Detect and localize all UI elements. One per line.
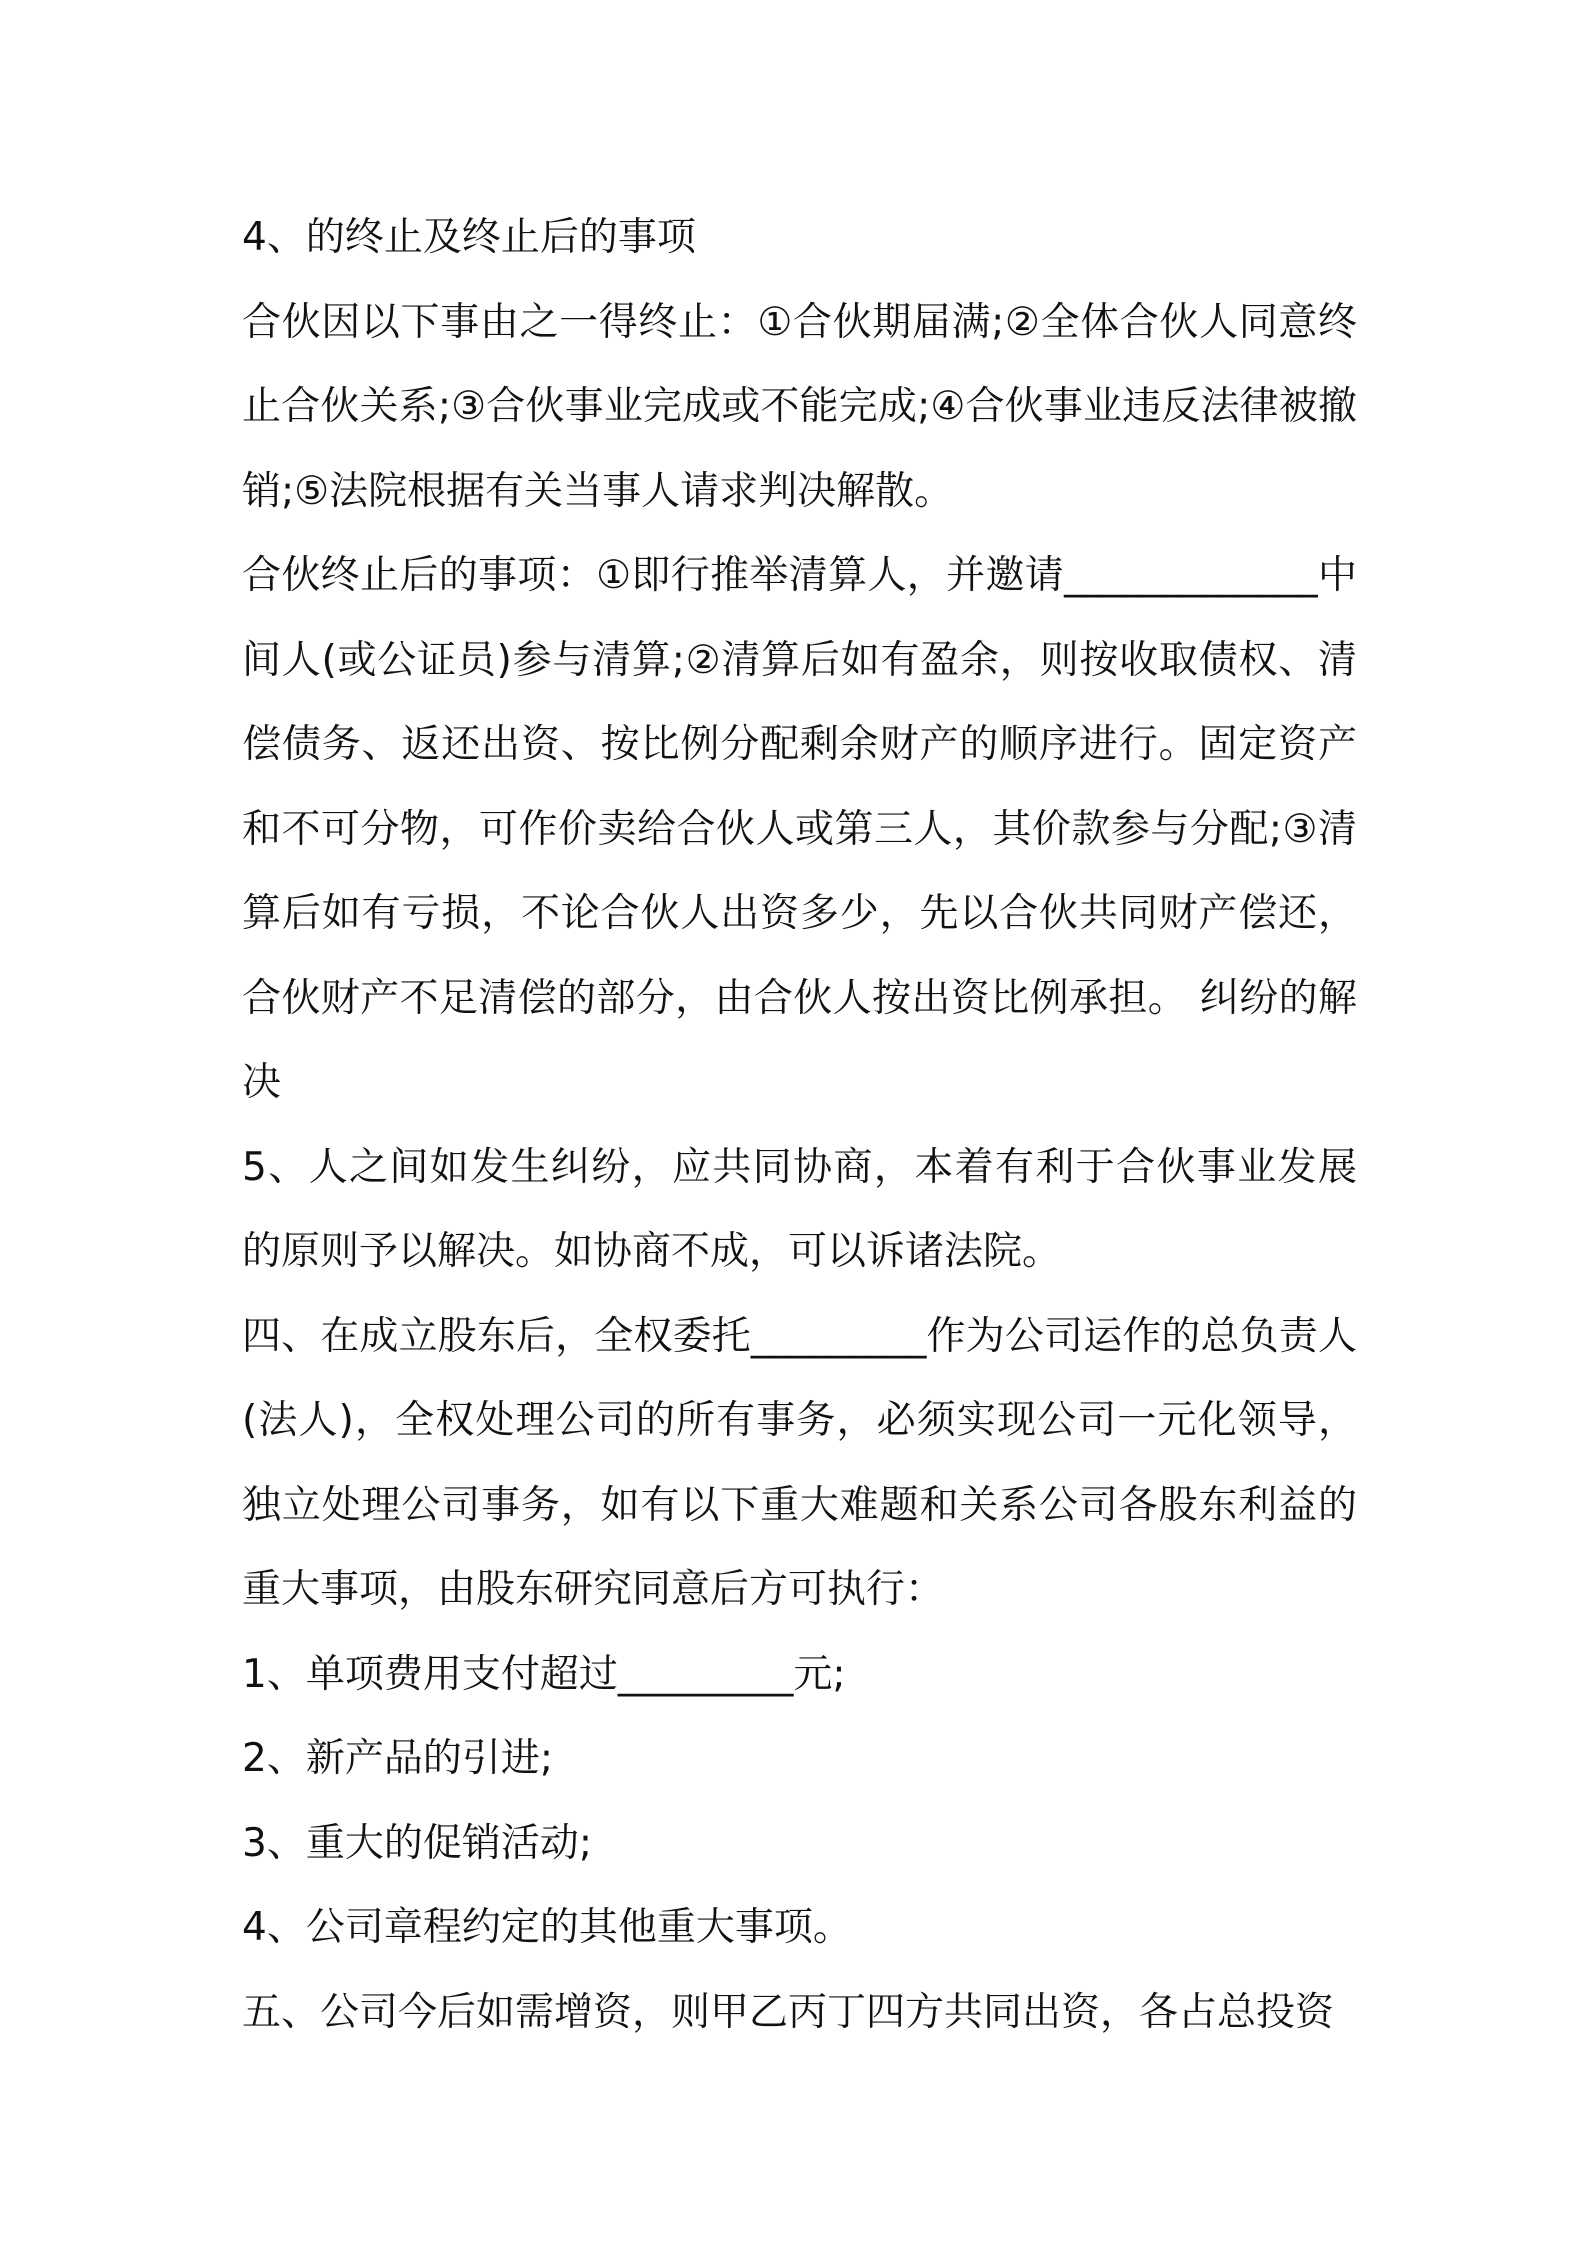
list-item-4: 4、公司章程约定的其他重大事项。 <box>242 1905 852 1950</box>
document-body <box>242 196 1357 2055</box>
paragraph-termination-causes: 合伙因以下事由之一得终止：①合伙期届满;②全体合伙人同意终止合伙关系;③合伙事业完成或不能完成;④合伙事业违反法律被撤销;⑤法院根据有关当事人请求判决解散。 <box>242 299 1357 514</box>
paragraph-dispute-resolution: 5、人之间如发生纠纷，应共同协商，本着有利于合伙事业发展的原则予以解决。如协商不成，可以诉诸法院。 <box>242 1144 1357 1274</box>
list-item-1: 1、单项费用支付超过_________元; <box>242 1651 846 1697</box>
paragraph-section-five: 五、公司今后如需增资，则甲乙丙丁四方共同出资，各占总投资 <box>242 1989 1335 2035</box>
list-item-3: 3、重大的促销活动; <box>242 1820 592 1866</box>
paragraph-post-termination: 合伙终止后的事项：①即行推举清算人，并邀请_____________中间人(或公证员)参与清算;②清算后如有盈余，则按收取债权、清偿债务、返还出资、按比例分配剩余财产的顺序进行。固定资产和不可分物，可作价卖给合伙人或第三人，其价款参与分配;③清算后如有亏损，不论合伙人出资多少，先以合伙共同财产偿还，合伙财产不足清偿的部分，由合伙人按出资比例承担。 纠纷的解决 <box>242 553 1357 1105</box>
section-heading-termination: 4、的终止及终止后的事项 <box>242 215 696 260</box>
list-item-2: 2、新产品的引进; <box>242 1736 553 1781</box>
paragraph-section-four: 四、在成立股东后，全权委托_________作为公司运作的总负责人(法人)，全权处理公司的所有事务，必须实现公司一元化领导，独立处理公司事务，如有以下重大难题和关系公司各股东利益的重大事项，由股东研究同意后方可执行： <box>242 1313 1357 1612</box>
